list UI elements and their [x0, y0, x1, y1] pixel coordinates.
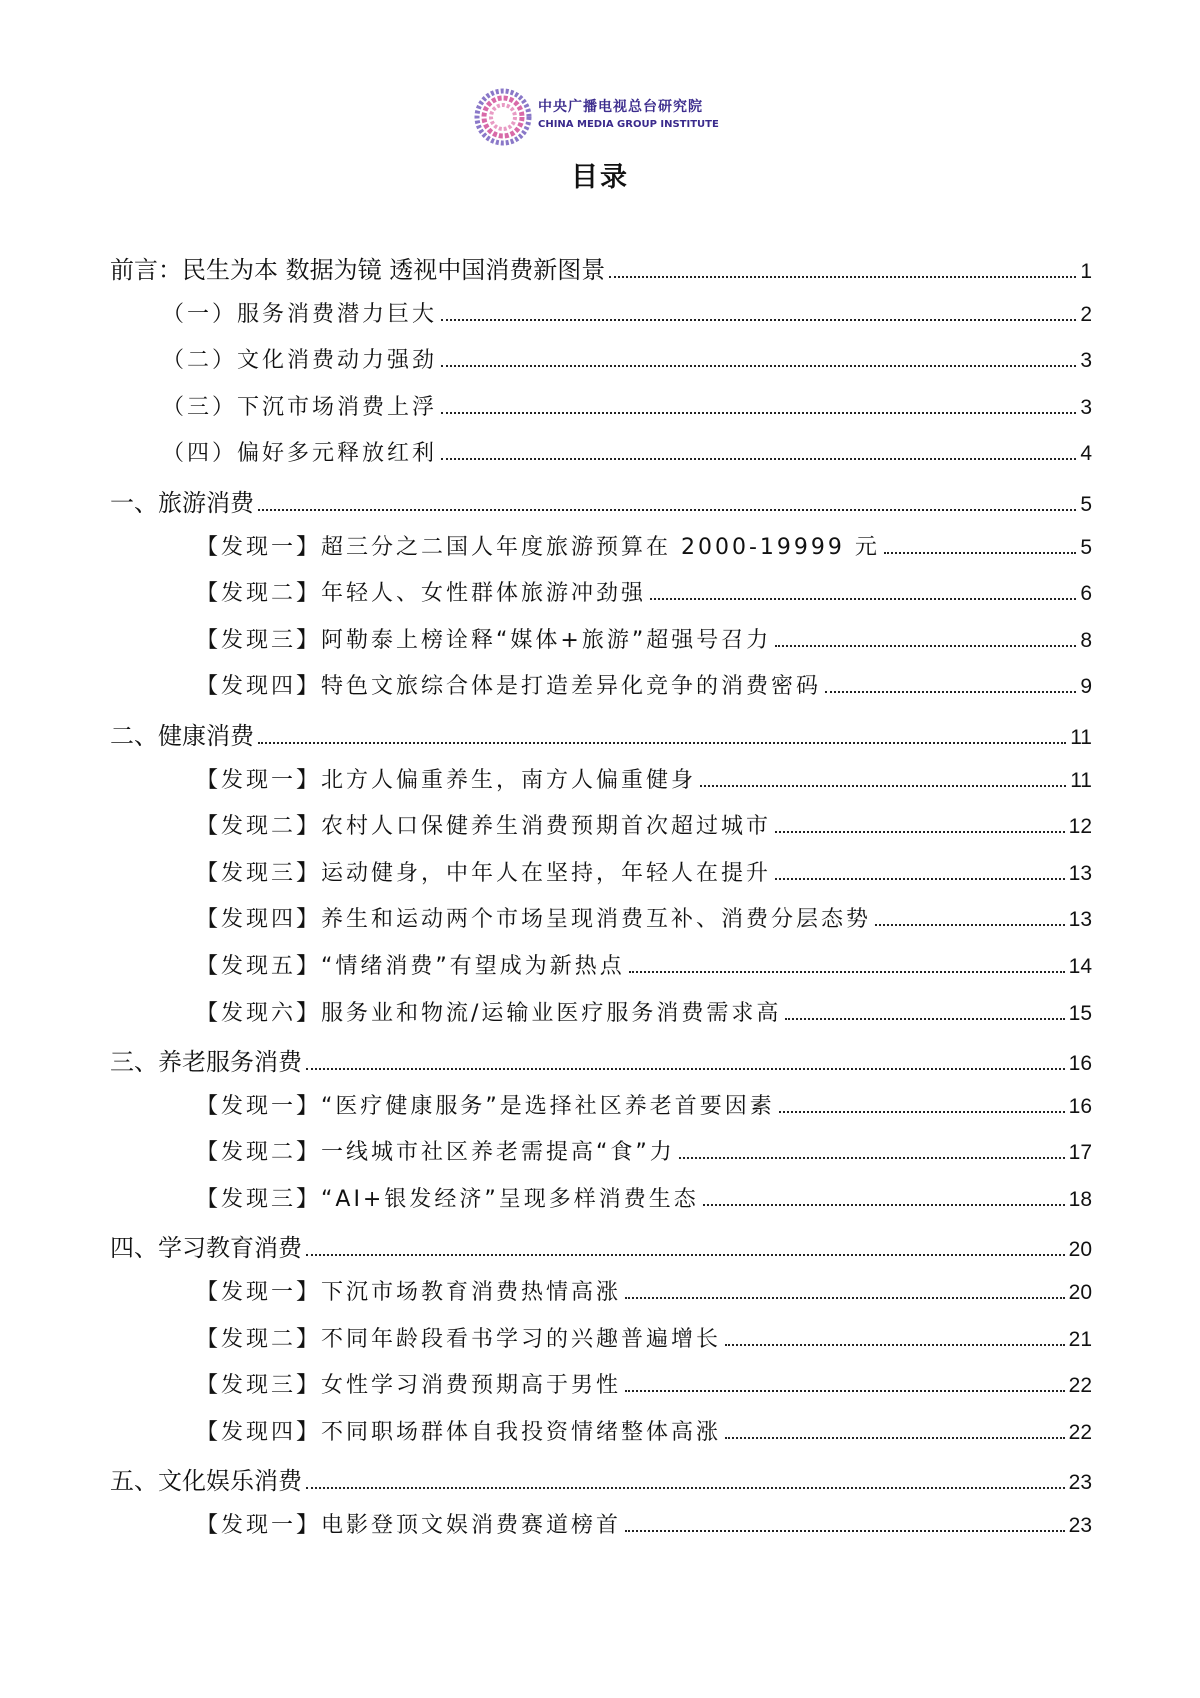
toc-leader-dots: [725, 1344, 1065, 1346]
toc-entry-label: 一、旅游消费: [110, 488, 254, 517]
toc-entry-page: 2: [1080, 302, 1092, 326]
toc-entry-page: 22: [1068, 1420, 1092, 1444]
toc-entry-label: 【发现二】农村人口保健养生消费预期首次超过城市: [196, 814, 772, 840]
toc-entry-page: 20: [1068, 1281, 1092, 1305]
toc-entry[interactable]: [110, 576, 1092, 623]
toc-entry[interactable]: [110, 1322, 1092, 1369]
toc-entry-label: （三）下沉市场消费上浮: [162, 394, 438, 420]
toc-leader-dots: [441, 319, 1076, 321]
toc-entry-page: 3: [1080, 395, 1092, 419]
toc-leader-dots: [306, 1254, 1065, 1256]
toc-entry[interactable]: [110, 1089, 1092, 1136]
toc-entry-page: 16: [1068, 1094, 1092, 1118]
toc-entry-label: 【发现五】“情绪消费”有望成为新热点: [196, 953, 625, 979]
toc-entry-label: 三、养老服务消费: [110, 1048, 302, 1077]
toc-leader-dots: [779, 1111, 1065, 1113]
toc-entry[interactable]: [110, 250, 1092, 297]
toc-leader-dots: [775, 645, 1076, 647]
toc-entry[interactable]: [110, 716, 1092, 763]
toc-leader-dots: [306, 1487, 1065, 1489]
toc-entry[interactable]: [110, 1042, 1092, 1089]
toc-entry[interactable]: [110, 297, 1092, 344]
toc-entry[interactable]: [110, 1135, 1092, 1182]
toc-entry-label: 四、学习教育消费: [110, 1234, 302, 1263]
toc-entry-page: 21: [1068, 1327, 1092, 1351]
org-logo-icon: [474, 88, 532, 146]
toc-entry[interactable]: [110, 1461, 1092, 1508]
toc-entry-label: 【发现四】养生和运动两个市场呈现消费互补、消费分层态势: [196, 907, 872, 933]
org-name-en: CHINA MEDIA GROUP INSTITUTE: [538, 119, 719, 130]
toc-leader-dots: [258, 509, 1076, 511]
toc-leader-dots: [609, 276, 1076, 278]
toc-leader-dots: [875, 924, 1065, 926]
toc-leader-dots: [775, 831, 1065, 833]
toc-entry-page: 13: [1068, 861, 1092, 885]
table-of-contents: [110, 250, 1092, 1555]
toc-entry-page: 14: [1068, 954, 1092, 978]
toc-entry-label: 【发现二】不同年龄段看书学习的兴趣普遍增长: [196, 1326, 722, 1352]
org-name: [538, 98, 719, 132]
toc-leader-dots: [441, 365, 1076, 367]
toc-entry[interactable]: [110, 483, 1092, 530]
toc-leader-dots: [625, 1530, 1065, 1532]
toc-leader-dots: [679, 1157, 1065, 1159]
toc-entry-label: 前言：民生为本 数据为镜 透视中国消费新图景: [110, 256, 606, 284]
toc-entry-page: 13: [1068, 908, 1092, 932]
toc-entry-label: 【发现四】不同职场群体自我投资情绪整体高涨: [196, 1419, 722, 1445]
toc-entry-page: 11: [1070, 768, 1092, 792]
toc-entry-page: 1: [1080, 260, 1092, 283]
toc-entry[interactable]: [110, 1508, 1092, 1555]
toc-entry[interactable]: [110, 530, 1092, 577]
toc-entry[interactable]: [110, 763, 1092, 810]
toc-entry-page: 5: [1080, 535, 1092, 559]
toc-entry-label: （一）服务消费潜力巨大: [162, 301, 438, 327]
toc-leader-dots: [306, 1068, 1065, 1070]
toc-entry-label: 【发现一】“医疗健康服务”是选择社区养老首要因素: [196, 1093, 775, 1119]
toc-entry[interactable]: [110, 996, 1092, 1043]
toc-entry-label: 【发现四】特色文旅综合体是打造差异化竞争的消费密码: [196, 674, 822, 700]
toc-entry-label: 【发现三】“AI+银发经济”呈现多样消费生态: [196, 1186, 699, 1212]
toc-entry[interactable]: [110, 436, 1092, 483]
toc-entry[interactable]: [110, 949, 1092, 996]
toc-entry-page: 23: [1068, 1514, 1092, 1538]
toc-entry[interactable]: [110, 856, 1092, 903]
toc-leader-dots: [725, 1437, 1065, 1439]
page-title: 目录: [571, 162, 629, 193]
toc-leader-dots: [703, 1204, 1065, 1206]
org-name-cn: 中央广播电视总台研究院: [538, 99, 703, 115]
toc-leader-dots: [650, 598, 1076, 600]
toc-leader-dots: [884, 552, 1076, 554]
toc-entry-label: 【发现一】电影登顶文娱消费赛道榜首: [196, 1513, 622, 1539]
toc-entry-page: 15: [1068, 1001, 1092, 1025]
toc-entry-page: 4: [1080, 442, 1092, 466]
toc-entry[interactable]: [110, 1275, 1092, 1322]
toc-entry-page: 12: [1068, 815, 1092, 839]
toc-entry-page: 11: [1070, 725, 1092, 749]
toc-leader-dots: [825, 691, 1076, 693]
toc-entry-label: 【发现一】北方人偏重养生，南方人偏重健身: [196, 767, 697, 793]
toc-entry[interactable]: [110, 669, 1092, 716]
toc-entry[interactable]: [110, 343, 1092, 390]
toc-entry-page: 8: [1080, 628, 1092, 652]
toc-entry-label: 【发现三】女性学习消费预期高于男性: [196, 1373, 622, 1399]
toc-entry[interactable]: [110, 390, 1092, 437]
toc-entry-page: 18: [1068, 1187, 1092, 1211]
toc-entry[interactable]: [110, 1415, 1092, 1462]
toc-leader-dots: [258, 742, 1066, 744]
header: [0, 88, 1200, 148]
toc-entry-page: 22: [1068, 1374, 1092, 1398]
toc-entry-page: 23: [1068, 1471, 1092, 1495]
toc-entry-page: 3: [1080, 349, 1092, 373]
toc-entry-page: 20: [1068, 1238, 1092, 1262]
toc-entry[interactable]: [110, 1228, 1092, 1275]
toc-entry-page: 9: [1080, 675, 1092, 699]
toc-entry[interactable]: [110, 1182, 1092, 1229]
toc-entry[interactable]: [110, 809, 1092, 856]
toc-entry-page: 16: [1068, 1052, 1092, 1076]
toc-entry[interactable]: [110, 902, 1092, 949]
toc-entry-label: 【发现一】下沉市场教育消费热情高涨: [196, 1280, 622, 1306]
toc-entry-label: 【发现六】服务业和物流/运输业医疗服务消费需求高: [196, 1000, 782, 1026]
toc-entry-page: 5: [1080, 492, 1092, 516]
toc-leader-dots: [785, 1018, 1064, 1020]
toc-entry-label: 【发现三】运动健身，中年人在坚持，年轻人在提升: [196, 860, 772, 886]
toc-leader-dots: [629, 971, 1065, 973]
toc-entry-label: 二、健康消费: [110, 721, 254, 750]
toc-leader-dots: [700, 785, 1066, 787]
toc-leader-dots: [625, 1390, 1065, 1392]
toc-entry-label: （二）文化消费动力强劲: [162, 348, 438, 374]
toc-leader-dots: [441, 458, 1076, 460]
toc-entry-label: 【发现二】一线城市社区养老需提高“食”力: [196, 1140, 675, 1166]
toc-entry-label: 五、文化娱乐消费: [110, 1467, 302, 1496]
toc-entry[interactable]: [110, 1368, 1092, 1415]
toc-entry-label: （四）偏好多元释放红利: [162, 441, 438, 467]
toc-leader-dots: [441, 412, 1076, 414]
toc-entry-label: 【发现一】超三分之二国人年度旅游预算在 2000-19999 元: [196, 534, 880, 560]
toc-entry-label: 【发现三】阿勒泰上榜诠释“媒体+旅游”超强号召力: [196, 627, 772, 653]
toc-leader-dots: [625, 1297, 1065, 1299]
toc-entry[interactable]: [110, 623, 1092, 670]
toc-entry-page: 6: [1080, 582, 1092, 606]
toc-entry-label: 【发现二】年轻人、女性群体旅游冲劲强: [196, 581, 647, 607]
toc-leader-dots: [775, 878, 1065, 880]
toc-entry-page: 17: [1068, 1141, 1092, 1165]
